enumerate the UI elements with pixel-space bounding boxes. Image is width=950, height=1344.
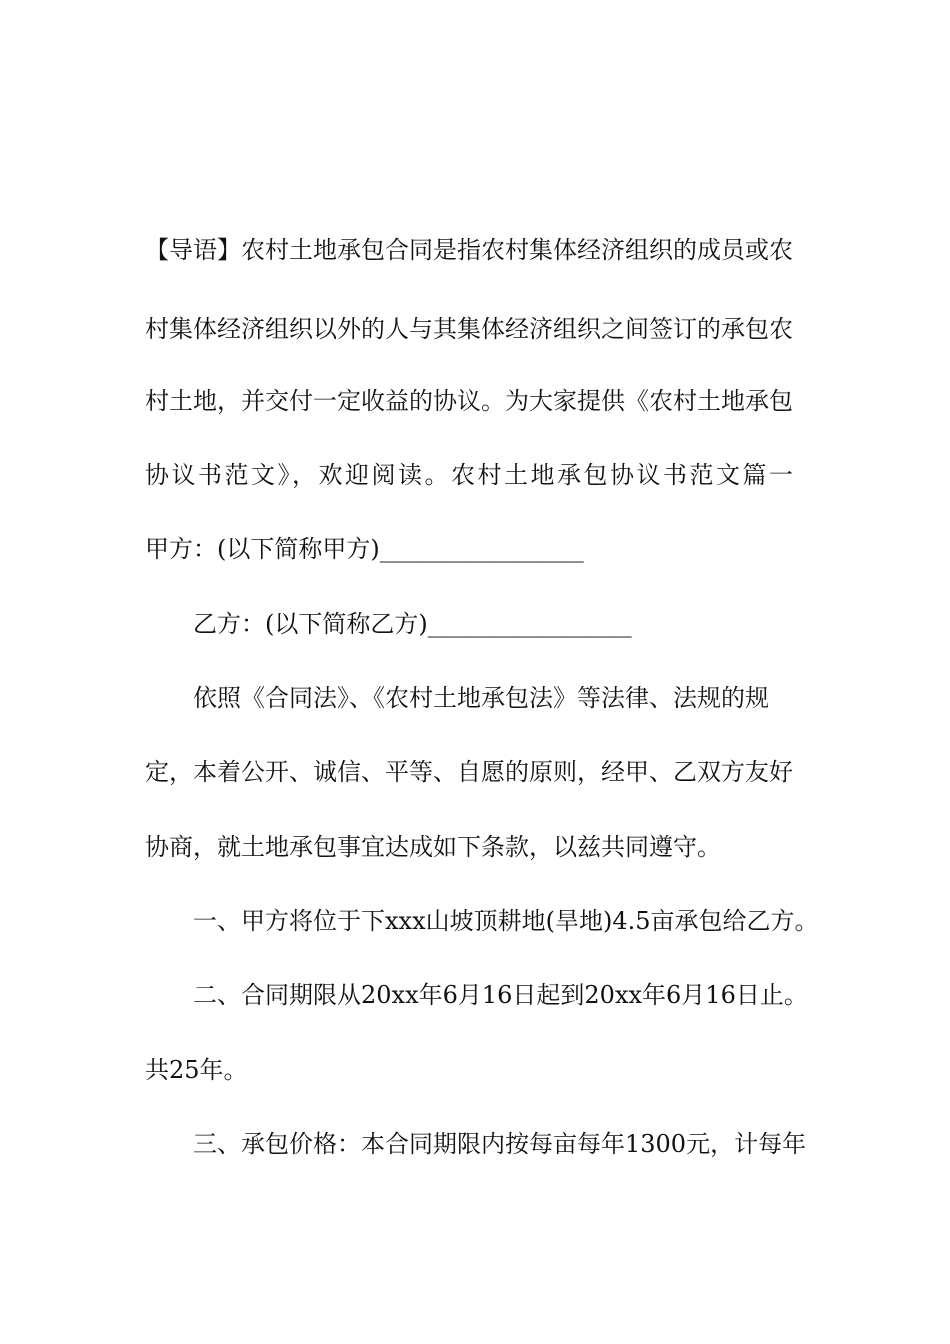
paragraph-intro-line-1: 【导语】农村土地承包合同是指农村集体经济组织的成员或农 — [145, 236, 793, 264]
paragraph-intro-line-3: 村土地，并交付一定收益的协议。为大家提供《农村土地承包 — [145, 387, 793, 415]
paragraph-intro-line-4: 协议书范文》，欢迎阅读。农村土地承包协议书范文篇一 — [145, 461, 796, 489]
clause-2-line-2: 共25年。 — [145, 1056, 248, 1084]
clause-2-line-1: 二、合同期限从20xx年6月16日起到20xx年6月16日止。 — [193, 981, 808, 1009]
paragraph-basis-line-2: 定，本着公开、诚信、平等、自愿的原则，经甲、乙双方友好 — [145, 758, 793, 786]
clause-1-line: 一、甲方将位于下xxx山坡顶耕地(旱地)4.5亩承包给乙方。 — [193, 907, 819, 935]
party-b-line: 乙方：(以下简称乙方)_________________ — [193, 610, 632, 638]
paragraph-intro-line-2: 村集体经济组织以外的人与其集体经济组织之间签订的承包农 — [145, 315, 793, 343]
clause-3-line-1: 三、承包价格：本合同期限内按每亩每年1300元，计每年 — [193, 1130, 807, 1158]
paragraph-basis-line-1: 依照《合同法》、《农村土地承包法》等法律、法规的规 — [193, 684, 769, 712]
paragraph-basis-line-3: 协商，就土地承包事宜达成如下条款，以兹共同遵守。 — [145, 833, 721, 861]
party-a-line: 甲方：(以下简称甲方)_________________ — [145, 535, 584, 563]
